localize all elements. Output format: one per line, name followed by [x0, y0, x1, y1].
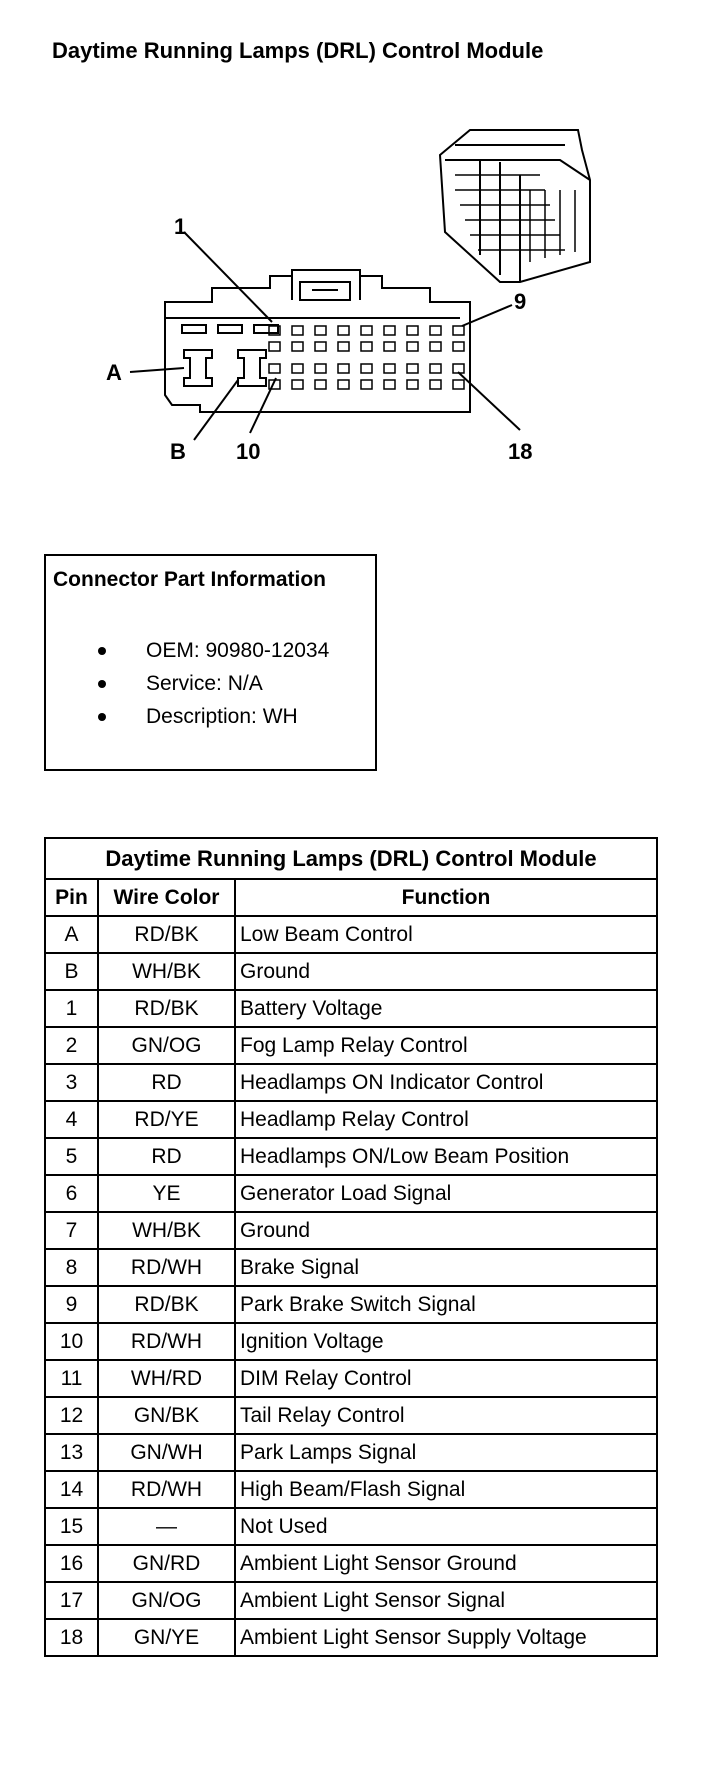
wire-color-cell: RD/BK	[98, 990, 235, 1027]
part-info-item-description: Description: WH	[98, 700, 329, 733]
function-cell: Ambient Light Sensor Ground	[235, 1545, 657, 1582]
wire-color-cell: RD/BK	[98, 916, 235, 953]
page-title: Daytime Running Lamps (DRL) Control Module	[52, 38, 544, 63]
function-cell: High Beam/Flash Signal	[235, 1471, 657, 1508]
connector-large-pins	[184, 350, 266, 386]
pin-cell: A	[45, 916, 98, 953]
wire-color-cell: —	[98, 1508, 235, 1545]
pin-cell: 16	[45, 1545, 98, 1582]
pin-cell: 3	[45, 1064, 98, 1101]
pin-cell: 14	[45, 1471, 98, 1508]
table-row	[45, 1360, 657, 1397]
table-row	[45, 1138, 657, 1175]
part-info-item-oem: OEM: 90980-12034	[98, 634, 329, 667]
table-row	[45, 1582, 657, 1619]
pin-cell: 6	[45, 1175, 98, 1212]
pin-cell: 12	[45, 1397, 98, 1434]
table-row	[45, 1619, 657, 1656]
pin-cell: 4	[45, 1101, 98, 1138]
table-caption: Daytime Running Lamps (DRL) Control Module	[45, 838, 657, 879]
function-cell: Low Beam Control	[235, 916, 657, 953]
function-cell: DIM Relay Control	[235, 1360, 657, 1397]
table-row	[45, 916, 657, 953]
table-row	[45, 1508, 657, 1545]
wire-color-cell: GN/RD	[98, 1545, 235, 1582]
function-cell: Park Lamps Signal	[235, 1434, 657, 1471]
table-row	[45, 1249, 657, 1286]
pin-cell: 5	[45, 1138, 98, 1175]
wire-color-cell: RD/WH	[98, 1249, 235, 1286]
pin-cell: 15	[45, 1508, 98, 1545]
wire-color-cell: WH/BK	[98, 1212, 235, 1249]
pin-label-b: B	[170, 439, 186, 464]
pin-cell: 18	[45, 1619, 98, 1656]
table-row	[45, 1101, 657, 1138]
pin-cell: 8	[45, 1249, 98, 1286]
bullet-icon	[98, 680, 106, 688]
function-cell: Ambient Light Sensor Signal	[235, 1582, 657, 1619]
connector-3d-illustration	[440, 130, 590, 282]
table-row	[45, 1286, 657, 1323]
function-cell: Brake Signal	[235, 1249, 657, 1286]
pin-cell: 1	[45, 990, 98, 1027]
wire-color-cell: RD/WH	[98, 1471, 235, 1508]
pin-cell: 11	[45, 1360, 98, 1397]
part-info-heading: Connector Part Information	[53, 568, 327, 591]
connector-small-slots	[182, 325, 278, 333]
pin-cell: 13	[45, 1434, 98, 1471]
function-cell: Ground	[235, 953, 657, 990]
wire-color-cell: WH/RD	[98, 1360, 235, 1397]
function-cell: Tail Relay Control	[235, 1397, 657, 1434]
pin-cell: 10	[45, 1323, 98, 1360]
connector-face	[165, 270, 470, 412]
pin-cell: 9	[45, 1286, 98, 1323]
pin-cell: B	[45, 953, 98, 990]
part-info-list	[98, 634, 329, 733]
pin-cell: 7	[45, 1212, 98, 1249]
pin-cell: 2	[45, 1027, 98, 1064]
table-row	[45, 990, 657, 1027]
function-cell: Generator Load Signal	[235, 1175, 657, 1212]
connector-pin-grid	[269, 326, 464, 389]
function-cell: Headlamps ON/Low Beam Position	[235, 1138, 657, 1175]
table-row	[45, 1175, 657, 1212]
function-cell: Not Used	[235, 1508, 657, 1545]
part-info-item-service: Service: N/A	[98, 667, 329, 700]
function-cell: Ground	[235, 1212, 657, 1249]
table-row	[45, 953, 657, 990]
function-cell: Headlamp Relay Control	[235, 1101, 657, 1138]
connector-diagram	[0, 0, 704, 500]
table-row	[45, 1212, 657, 1249]
wire-color-cell: GN/OG	[98, 1582, 235, 1619]
pin-label-18: 18	[508, 439, 533, 464]
table-row	[45, 1471, 657, 1508]
col-header-function: Function	[235, 879, 657, 916]
wire-color-cell: RD	[98, 1064, 235, 1101]
wire-color-cell: GN/OG	[98, 1027, 235, 1064]
wire-color-cell: RD/YE	[98, 1101, 235, 1138]
wire-color-cell: WH/BK	[98, 953, 235, 990]
connector-part-info-box	[44, 554, 377, 771]
pin-label-1: 1	[174, 214, 187, 239]
col-header-wire-color: Wire Color	[98, 879, 235, 916]
table-row	[45, 1027, 657, 1064]
bullet-icon	[98, 647, 106, 655]
pin-cell: 17	[45, 1582, 98, 1619]
wire-color-cell: GN/BK	[98, 1397, 235, 1434]
table-row	[45, 1397, 657, 1434]
pin-label-10: 10	[236, 439, 261, 464]
pin-label-9: 9	[514, 289, 527, 314]
pin-leader-lines	[130, 232, 520, 440]
wire-color-cell: GN/YE	[98, 1619, 235, 1656]
bullet-icon	[98, 713, 106, 721]
function-cell: Headlamps ON Indicator Control	[235, 1064, 657, 1101]
wire-color-cell: RD	[98, 1138, 235, 1175]
pin-label-a: A	[106, 360, 122, 385]
wire-color-cell: YE	[98, 1175, 235, 1212]
function-cell: Fog Lamp Relay Control	[235, 1027, 657, 1064]
table-row	[45, 1064, 657, 1101]
table-row	[45, 1545, 657, 1582]
function-cell: Ambient Light Sensor Supply Voltage	[235, 1619, 657, 1656]
function-cell: Battery Voltage	[235, 990, 657, 1027]
function-cell: Ignition Voltage	[235, 1323, 657, 1360]
pin-function-table	[44, 837, 658, 1657]
function-cell: Park Brake Switch Signal	[235, 1286, 657, 1323]
table-row	[45, 1434, 657, 1471]
col-header-pin: Pin	[45, 879, 98, 916]
wire-color-cell: RD/BK	[98, 1286, 235, 1323]
wire-color-cell: GN/WH	[98, 1434, 235, 1471]
table-row	[45, 1323, 657, 1360]
wire-color-cell: RD/WH	[98, 1323, 235, 1360]
